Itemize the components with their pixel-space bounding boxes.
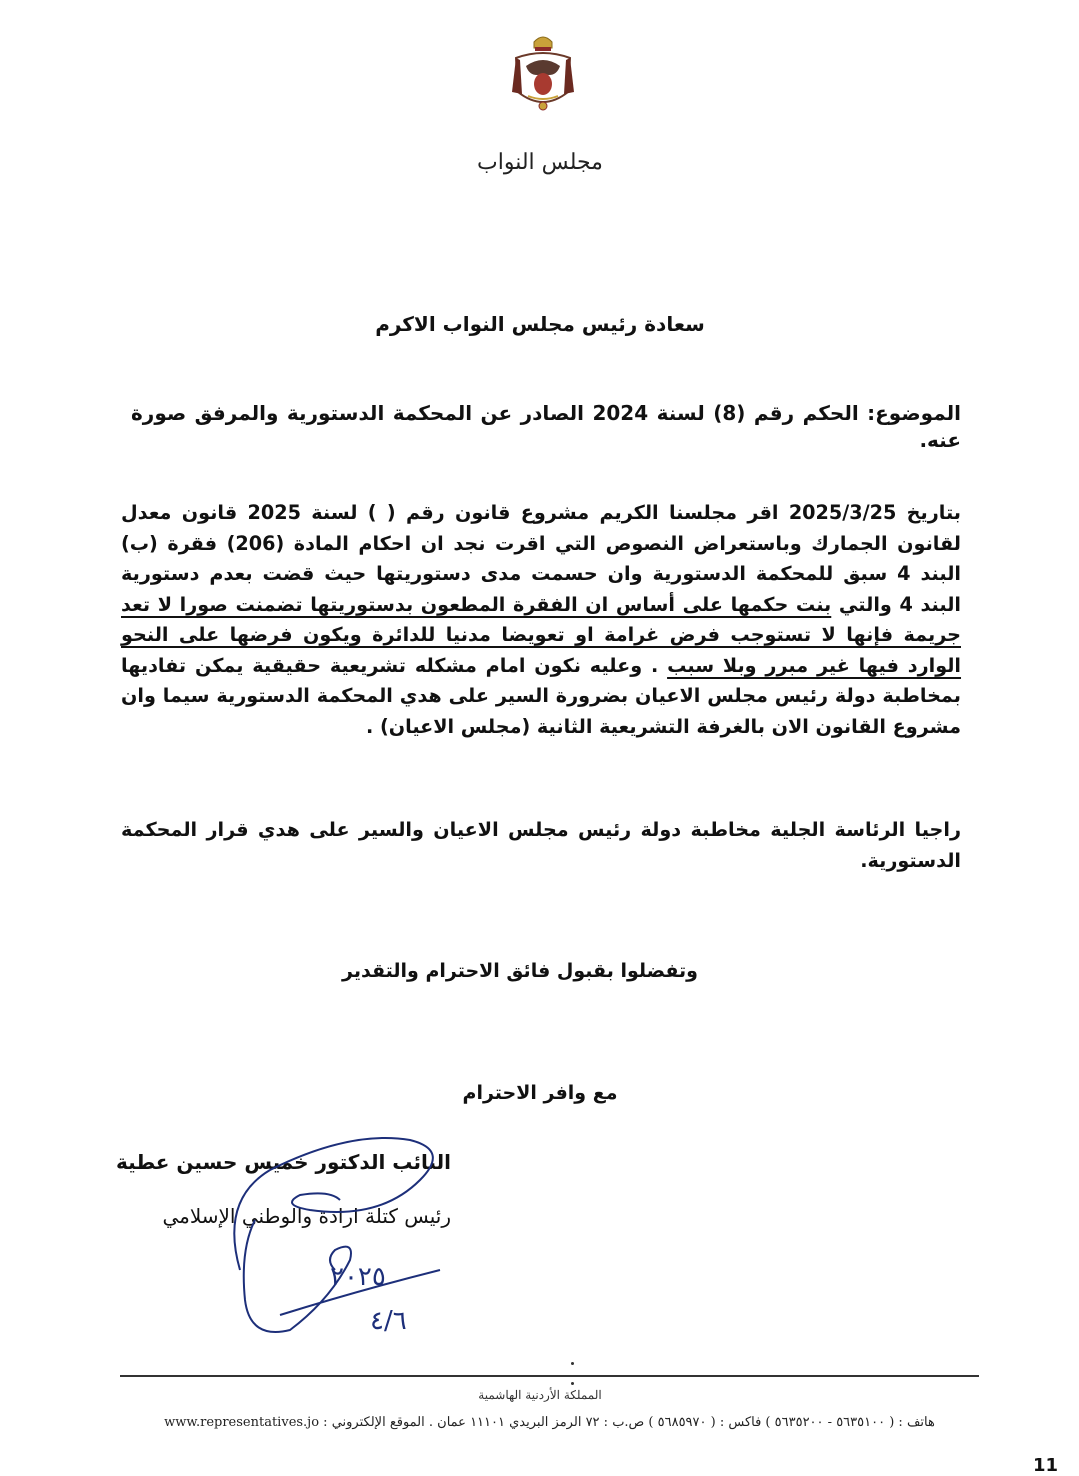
signer-title: رئيس كتلة ارادة والوطني الإسلامي <box>162 1204 451 1228</box>
body-paragraph-1 <box>121 498 961 742</box>
regards-line: مع وافر الاحترام <box>462 1082 618 1104</box>
addressee: سعادة رئيس مجلس النواب الاكرم <box>375 312 705 336</box>
footer-contact-info: هاتف : ( ٥٦٣٥١٠٠ - ٥٦٣٥٢٠٠ ) فاكس : ( ٥٦٨٥٩٧٠ ) ص.ب : ٧٢ الرمز البريدي ١١١٠١ عمان . الموقع الإلكتروني : www.representatives.jo <box>164 1415 935 1430</box>
body-text: . وعليه نكون امام مشكله تشريعية حقيقية يمكن تفاديها بمخاطبة دولة رئيس مجلس الاعيان بضرورة السير على هدي المحكمة الدستورية سيما وان مشروع القانون الان بالغرفة التشريعية الثانية (مجلس الاعيان) . <box>121 653 961 738</box>
body-text: بتاريخ 2025/3/25 اقر مجلسنا الكريم مشروع قانون رقم ( ) لسنة 2025 قانون معدل لقانون الجمارك وباستعراض النصوص التي اقرت نجد ان احكام المادة (206) فقرة (ب) البند 4 سبق للمحكمة الدستورية وان حسمت مدى دستوريتها حيث قضت بعدم دستورية البند 4 والتي <box>121 501 961 616</box>
signer-name: النائب الدكتور خميس حسين عطية <box>116 1150 451 1174</box>
jordan-coat-of-arms-icon <box>508 30 578 130</box>
footer-ornament <box>571 1362 574 1365</box>
footer-ornament <box>571 1382 574 1385</box>
page-mark: 11 <box>1033 1455 1059 1476</box>
institution-name: مجلس النواب <box>477 150 603 175</box>
body-paragraph-2: راجيا الرئاسة الجلية مخاطبة دولة رئيس مجلس الاعيان والسير على هدي قرار المحكمة الدستورية. <box>121 818 961 872</box>
underlined-text: بنت حكمها على أساس ان الفقرة المطعون بدستوريتها تضمنت صورا لا تعد جريمة فإنها لا تستوجب فرض غرامة او تعويضا مدنيا للدائرة ويكون فرضها على النحو الوارد فيها غير مبرر وبلا سبب <box>121 592 962 677</box>
handwritten-note-date: ٤/٦ <box>370 1306 407 1336</box>
footer-divider <box>120 1375 979 1377</box>
handwritten-note-year: ٢٠٢٥ <box>330 1262 386 1292</box>
signature-scribble <box>160 1100 480 1360</box>
subject-line: الموضوع: الحكم رقم (8) لسنة 2024 الصادر عن المحكمة الدستورية والمرفق صورة عنه. <box>131 401 961 452</box>
footer-kingdom-name: المملكة الأردنية الهاشمية <box>478 1388 602 1402</box>
closing-line: وتفضلوا بقبول فائق الاحترام والتقدير <box>342 960 698 982</box>
